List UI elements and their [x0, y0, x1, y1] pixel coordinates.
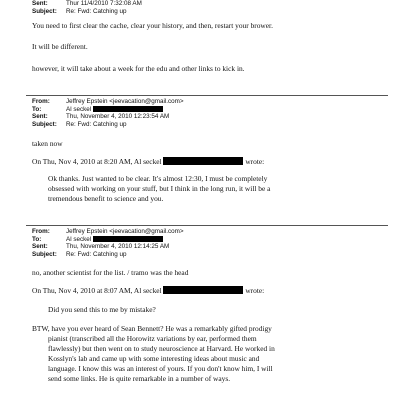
email3-btw-line-2: pianist (transcribed all the Horowitz variations by ear, performed them — [48, 334, 257, 343]
email2-sent-row — [32, 113, 184, 121]
email2-body-line-1: taken now — [32, 139, 63, 148]
sent-value: Thu, November 4, 2010 12:23:54 AM — [66, 113, 170, 121]
email3-btw-line-4: Kosslyn's lab and came up with some interesting ideas about music and — [48, 354, 260, 363]
quote-intro-wrote: wrote: — [245, 286, 265, 295]
email3-header — [32, 228, 184, 258]
divider-2 — [26, 225, 388, 226]
email1-header — [32, 0, 142, 15]
email3-btw-line-3: flawlessly) but then went on to study neuroscience at Harvard. He worked in — [48, 344, 275, 353]
email3-btw-line-5: language. I know this was an interest of yours. If you don't know him, I will — [48, 364, 273, 373]
sent-value: Thur 11/4/2010 7:32:08 AM — [66, 0, 142, 7]
email2-subject-row — [32, 121, 184, 129]
subject-value: Re: Fwd: Catching up — [66, 250, 127, 258]
to-value: Al seckel — [66, 105, 92, 113]
email1-body-line-2: It will be different. — [32, 42, 88, 51]
email3-btw-line-6: send some links. He is quite remarkable in a number of ways. — [48, 374, 231, 383]
email2-to-row — [32, 106, 184, 114]
sent-label: Sent: — [32, 243, 48, 251]
email3-subject-row — [32, 251, 184, 259]
email2-quote-line-1: Ok thanks. Just wanted to be clear. It's almost 12:30, I must be completely — [48, 174, 268, 183]
email3-to-row — [32, 236, 184, 244]
subject-label: Subject: — [32, 7, 57, 15]
from-value: Jeffrey Epstein <jeevacation@gmail.com> — [66, 228, 184, 235]
subject-label: Subject: — [32, 120, 57, 128]
email2-header — [32, 98, 184, 128]
email3-from-row — [32, 228, 184, 236]
email3-quote-intro — [32, 286, 264, 296]
from-label: From: — [32, 228, 50, 235]
email1-body-line-1: You need to first clear the cache, clear your history, and then, restart your brower. — [32, 21, 273, 30]
redaction-block — [93, 106, 163, 112]
sent-label: Sent: — [32, 0, 48, 7]
to-label: To: — [32, 105, 42, 113]
email1-body-line-3: however, it will take about a week for the edu and other links to kick in. — [32, 64, 245, 73]
email3-sent-row — [32, 243, 184, 251]
subject-value: Re: Fwd: Catching up — [66, 120, 127, 128]
redaction-block — [163, 286, 243, 294]
redaction-block — [163, 157, 243, 165]
to-value: Al seckel — [66, 235, 92, 243]
divider-1 — [26, 95, 388, 96]
email3-btw-line-1: BTW, have you ever heard of Sean Bennett? He was a remarkably gifted prodigy — [32, 324, 272, 333]
quote-intro-text: On Thu, Nov 4, 2010 at 8:20 AM, Al seckel — [32, 157, 162, 166]
to-label: To: — [32, 235, 42, 243]
email2-quote-line-3: tremendous benefit to science and you. — [48, 194, 164, 203]
email2-quote-intro — [32, 157, 264, 167]
from-label: From: — [32, 98, 50, 105]
email1-sent-row — [32, 0, 142, 8]
sent-value: Thu, November 4, 2010 12:14:25 AM — [66, 243, 170, 251]
subject-label: Subject: — [32, 250, 57, 258]
email3-body-line-1: no, another scientist for the list. / tramo was the head — [32, 268, 189, 277]
email3-quote-line-1: Did you send this to me by mistake? — [48, 305, 156, 314]
quote-intro-wrote: wrote: — [245, 157, 265, 166]
from-value: Jeffrey Epstein <jeevacation@gmail.com> — [66, 98, 184, 105]
email2-quote-line-2: obsessed with working on your stuff, but I think in the long run, it will be a — [48, 184, 271, 193]
sent-label: Sent: — [32, 113, 48, 121]
email2-from-row — [32, 98, 184, 106]
quote-intro-text: On Thu, Nov 4, 2010 at 8:07 AM, Al seckel — [32, 286, 162, 295]
subject-value: Re: Fwd: Catching up — [66, 7, 127, 15]
redaction-block — [93, 236, 163, 242]
email1-subject-row — [32, 8, 142, 16]
